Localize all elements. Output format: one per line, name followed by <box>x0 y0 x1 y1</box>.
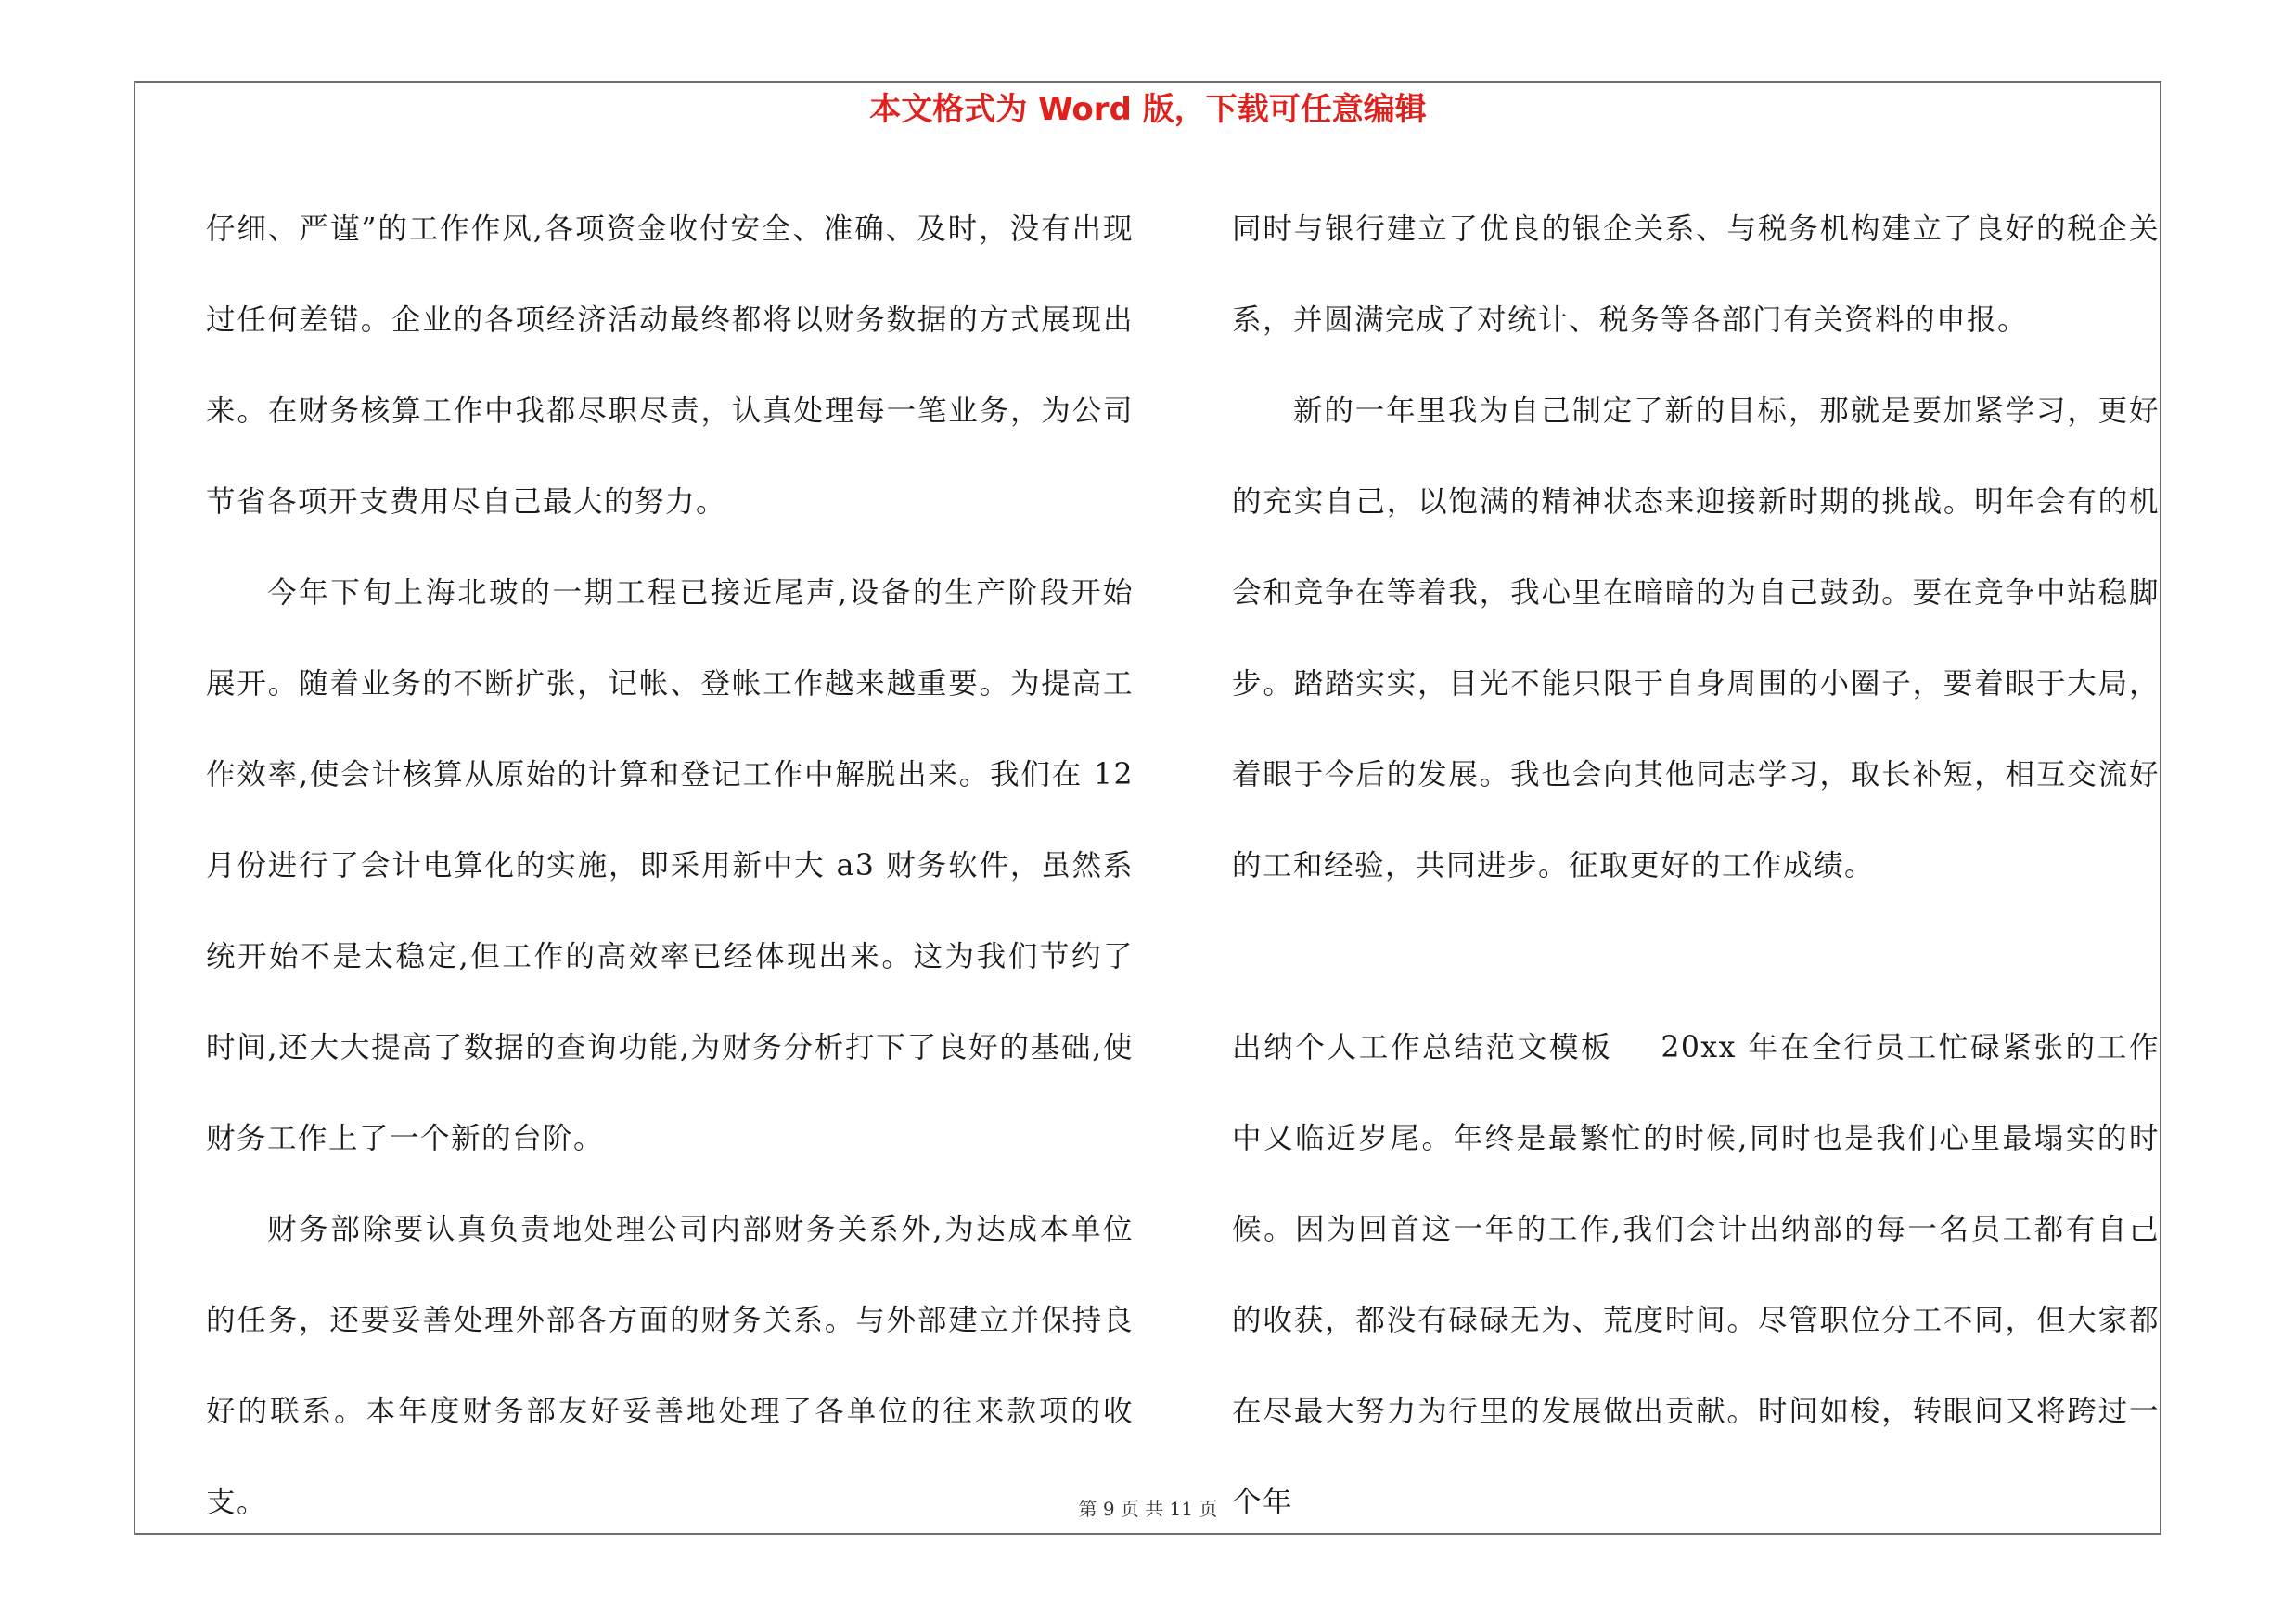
body-paragraph: 仔细、严谨”的工作作风,各项资金收付安全、准确、及时，没有出现过任何差错。企业的各项经济活动最终都将以财务数据的方式展现出来。在财务核算工作中我都尽职尽责，认真处理每一笔业务，为公司节省各项开支费用尽自己最大的努力。 <box>206 213 1134 519</box>
format-notice-banner: 本文格式为 Word 版，下载可任意编辑 <box>869 91 1427 128</box>
section-title: 出纳个人工作总结范文模板 <box>1232 1031 1613 1064</box>
body-paragraph: 同时与银行建立了优良的银企关系、与税务机构建立了良好的税企关系，并圆满完成了对统计、税务等各部门有关资料的申报。 <box>1232 213 2160 337</box>
section-paragraph <box>1232 1002 2160 1548</box>
body-paragraph: 新的一年里我为自己制定了新的目标，那就是要加紧学习，更好的充实自己，以饱满的精神状态来迎接新时期的挑战。明年会有的机会和竞争在等着我，我心里在暗暗的为自己鼓劲。要在竞争中站稳脚步。踏踏实实，目光不能只限于自身周围的小圈子，要着眼于大局，着眼于今后的发展。我也会向其他同志学习，取长补短，相互交流好的工和经验，共同进步。征取更好的工作成绩。 <box>1232 394 2160 882</box>
page-number-footer: 第 9 页 共 11 页 <box>1078 1498 1218 1520</box>
right-text-column <box>1232 184 2160 1548</box>
body-paragraph: 今年下旬上海北玻的一期工程已接近尾声,设备的生产阶段开始展开。随着业务的不断扩张，记帐、登帐工作越来越重要。为提高工作效率,使会计核算从原始的计算和登记工作中解脱出来。我们在 12 月份进行了会计电算化的实施，即采用新中大 a3 财务软件，虽然系统开始不是太稳定,但工作的高效率已经体现出来。这为我们节约了时间,还大大提高了数据的查询功能,为财务分析打下了良好的基础,使财务工作上了一个新的台阶。 <box>206 576 1134 1155</box>
body-paragraph: 财务部除要认真负责地处理公司内部财务关系外,为达成本单位的任务，还要妥善处理外部各方面的财务关系。与外部建立并保持良好的联系。本年度财务部友好妥善地处理了各单位的往来款项的收支。 <box>206 1213 1134 1519</box>
paragraph-spacer <box>1232 911 2160 1002</box>
section-body: 20xx 年在全行员工忙碌紧张的工作中又临近岁尾。年终是最繁忙的时候,同时也是我们心里最塌实的时候。因为回首这一年的工作,我们会计出纳部的每一名员工都有自己的收获，都没有碌碌无为、荒度时间。尽管职位分工不同，但大家都在尽最大努力为行里的发展做出贡献。时间如梭，转眼间又将跨过一个年 <box>1232 1031 2160 1519</box>
left-text-column <box>206 184 1134 1548</box>
